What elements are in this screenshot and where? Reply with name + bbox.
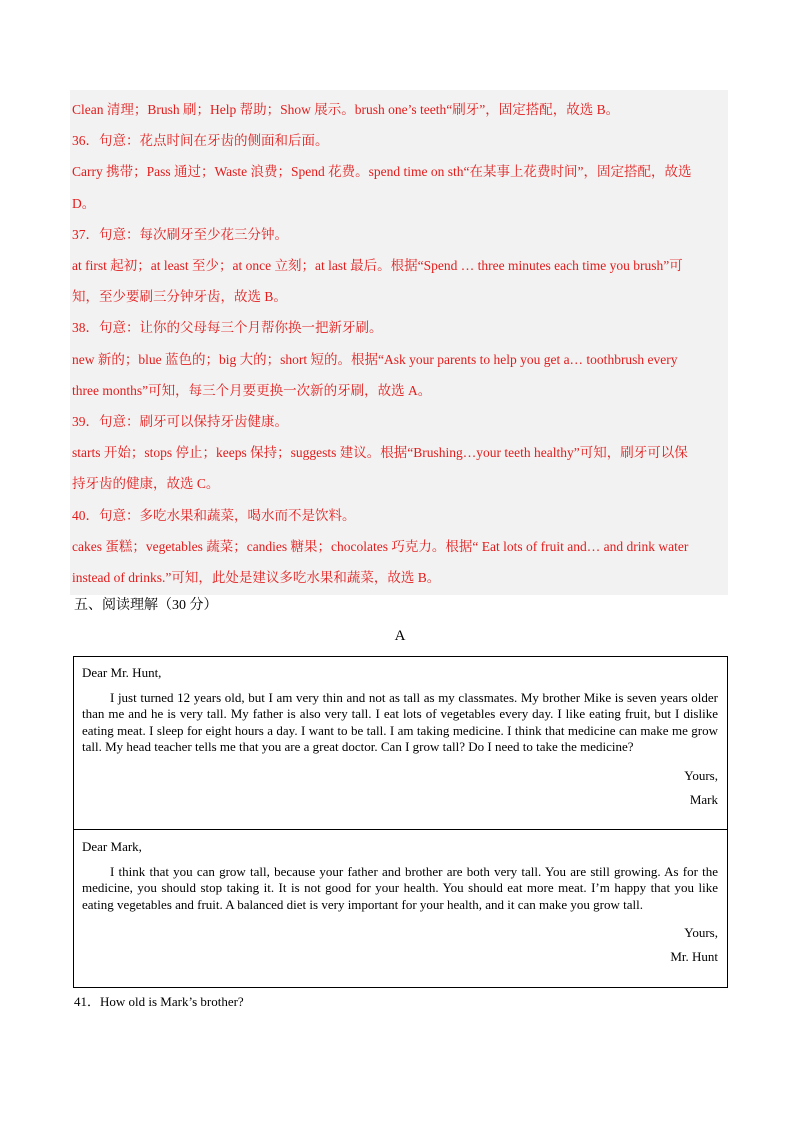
letter-body: I think that you can grow tall, because your father and brother are both very tall. You are still growing. As for the medicine, you should stop taking it. It is not good for your health. You should eat more meat. I’m happy that you like eating vegetables and fruit. A balanced diet is very important for your health, and it can make you grow tall. — [82, 863, 718, 912]
answer-line: Carry 携带；Pass 通过；Waste 浪费；Spend 花费。spend time on sth“在某事上花费时间”，固定搭配，故选 — [72, 164, 692, 180]
answer-line: new 新的；blue 蓝色的；big 大的；short 短的。根据“Ask your parents to help you get a… toothbrush every — [72, 351, 678, 367]
passage-label: A — [394, 628, 406, 644]
answer-line: 40．句意：多吃水果和蔬菜，喝水而不是饮料。 — [72, 507, 356, 523]
answer-line: 39．句意：刷牙可以保持牙齿健康。 — [72, 414, 288, 430]
letter-closing: Yours, — [684, 925, 718, 940]
letter-salutation: Dear Mark, — [82, 839, 142, 854]
answer-line: 持牙齿的健康，故选 C。 — [72, 476, 220, 492]
answer-line: Clean 清理；Brush 刷；Help 帮助；Show 展示。brush one’s teeth“刷牙”，固定搭配，故选 B。 — [72, 102, 620, 117]
letters-box — [73, 656, 728, 988]
answer-line: 37．句意：每次刷牙至少花三分钟。 — [72, 226, 288, 242]
answer-line: cakes 蛋糕；vegetables 蔬菜；candies 糖果；chocolates 巧克力。根据“ Eat lots of fruit and… and drink water — [72, 538, 689, 554]
letter-body: I just turned 12 years old, but I am very thin and not as tall as my classmates. My brother Mike is seven years older than me and he is very tall. My father is also very tall. I eat lots of vegetables every day. I like eating fruit, but I dislike eating meat. I sleep for eight hours a day. I want to be tall. I am taking medicine. I think that medicine can make me grow tall. My head teacher tells me that you are a great doctor. Can I grow tall? Do I need to take the medicine? — [82, 689, 718, 754]
answer-line: D。 — [72, 195, 96, 211]
letter-to-mr-hunt — [74, 657, 727, 830]
letter-closing: Yours, — [684, 767, 718, 783]
section-title: 五、阅读理解（30 分） — [74, 598, 218, 613]
letter-signature: Mr. Hunt — [670, 949, 718, 964]
question-41: 41．How old is Mark’s brother? — [74, 994, 244, 1009]
answer-line: 38．句意：让你的父母每三个月帮你换一把新牙刷。 — [72, 320, 383, 336]
letter-salutation: Dear Mr. Hunt, — [82, 665, 162, 680]
answer-line: at first 起初；at least 至少；at once 立刻；at last 最后。根据“Spend … three minutes each time you brush”可 — [72, 258, 683, 274]
answer-explanations — [70, 90, 728, 595]
answer-line: instead of drinks.”可知，此处是建议多吃水果和蔬菜，故选 B。 — [72, 570, 441, 586]
letter-to-mark — [74, 831, 727, 988]
answer-line: three months”可知，每三个月要更换一次新的牙刷，故选 A。 — [72, 382, 432, 398]
answer-line: 36．句意：花点时间在牙齿的侧面和后面。 — [72, 133, 329, 149]
answer-line: 知，至少要刷三分钟牙齿，故选 B。 — [72, 289, 287, 305]
letter-signature: Mark — [689, 791, 718, 807]
answer-line: starts 开始；stops 停止；keeps 保持；suggests 建议。根据“Brushing…your teeth healthy”可知，刷牙可以保 — [72, 445, 688, 461]
